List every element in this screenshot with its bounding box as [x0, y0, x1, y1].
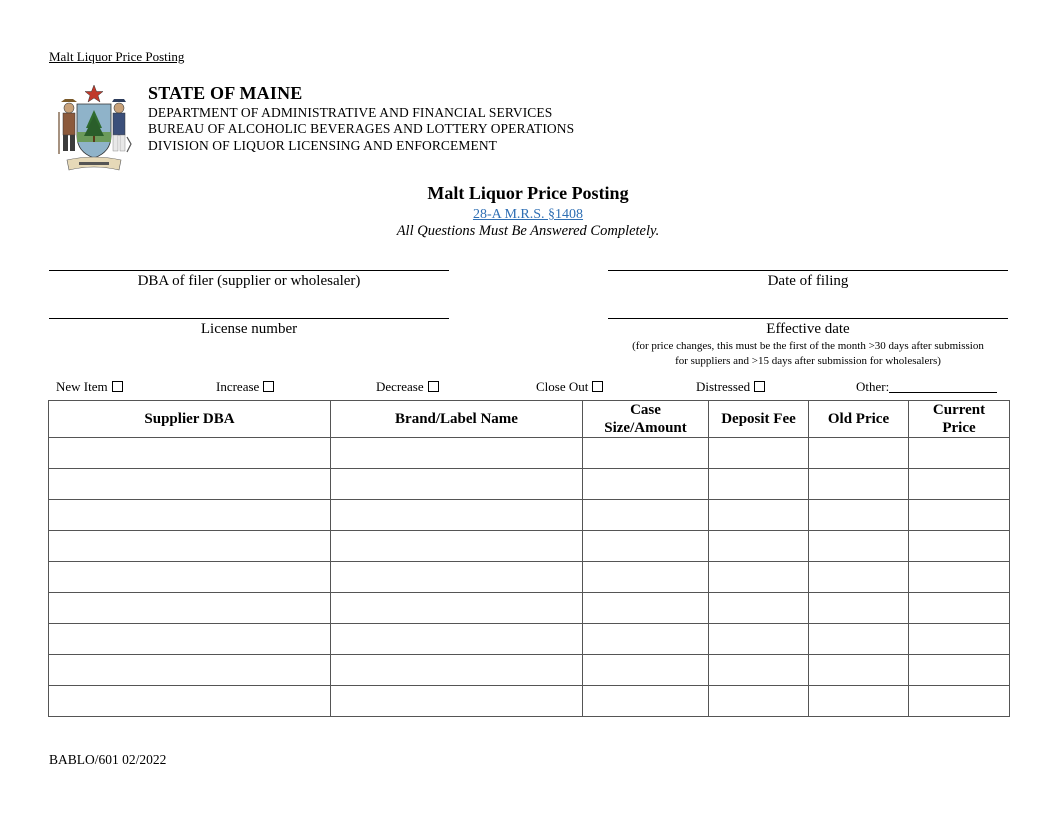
dba-input-line[interactable] [49, 270, 449, 271]
effective-date-note-2: for suppliers and >15 days after submission for wholesalers) [675, 355, 941, 367]
cell-case-size[interactable] [583, 531, 709, 562]
cell-supplier-dba[interactable] [49, 438, 331, 469]
cell-case-size[interactable] [583, 593, 709, 624]
table-row [49, 469, 1010, 500]
cell-case-size[interactable] [583, 469, 709, 500]
header-current-price [909, 401, 1010, 438]
agency-state-title: STATE OF MAINE [148, 83, 303, 103]
cell-case-size[interactable] [583, 500, 709, 531]
cell-supplier-dba[interactable] [49, 531, 331, 562]
cell-old-price[interactable] [809, 624, 909, 655]
header-case-size-line1: Case [630, 402, 661, 418]
increase-label: Increase [216, 379, 260, 394]
statute-link[interactable]: 28-A M.R.S. §1408 [472, 207, 584, 222]
table-row [49, 438, 1010, 469]
new-item-checkbox[interactable] [112, 381, 123, 392]
cell-brand-label-name[interactable] [331, 593, 583, 624]
dba-field[interactable] [49, 270, 449, 290]
cell-deposit-fee[interactable] [709, 438, 809, 469]
cell-supplier-dba[interactable] [49, 562, 331, 593]
cell-deposit-fee[interactable] [709, 655, 809, 686]
new-item-option[interactable] [56, 379, 123, 395]
form-header-label: Malt Liquor Price Posting [49, 49, 185, 64]
distressed-checkbox[interactable] [754, 381, 765, 392]
close-out-option[interactable] [536, 379, 603, 395]
cell-brand-label-name[interactable] [331, 438, 583, 469]
cell-supplier-dba[interactable] [49, 469, 331, 500]
cell-current-price[interactable] [909, 562, 1010, 593]
cell-old-price[interactable] [809, 469, 909, 500]
decrease-option[interactable] [376, 379, 439, 395]
cell-brand-label-name[interactable] [331, 562, 583, 593]
cell-old-price[interactable] [809, 655, 909, 686]
price-posting-table [48, 400, 1010, 717]
header-current-price-line2: Price [942, 420, 976, 436]
table-row [49, 531, 1010, 562]
cell-case-size[interactable] [583, 686, 709, 717]
license-number-input-line[interactable] [49, 318, 449, 319]
distressed-option[interactable] [696, 379, 765, 395]
cell-supplier-dba[interactable] [49, 655, 331, 686]
cell-case-size[interactable] [583, 562, 709, 593]
cell-old-price[interactable] [809, 500, 909, 531]
cell-current-price[interactable] [909, 531, 1010, 562]
table-header-row [49, 401, 1010, 438]
cell-old-price[interactable] [809, 531, 909, 562]
distressed-label: Distressed [696, 379, 751, 394]
cell-supplier-dba[interactable] [49, 624, 331, 655]
cell-case-size[interactable] [583, 655, 709, 686]
header-deposit-fee: Deposit Fee [709, 401, 809, 438]
decrease-label: Decrease [376, 379, 424, 394]
decrease-checkbox[interactable] [428, 381, 439, 392]
cell-current-price[interactable] [909, 624, 1010, 655]
license-number-field[interactable] [49, 318, 449, 338]
license-number-label: License number [200, 321, 298, 337]
other-input-line[interactable] [889, 380, 997, 393]
effective-date-note-1: (for price changes, this must be the first of the month >30 days after submission [632, 340, 984, 352]
header-case-size [583, 401, 709, 438]
form-title: Malt Liquor Price Posting [427, 183, 629, 203]
state-of-maine-seal-icon [53, 82, 135, 174]
bureau-line: BUREAU OF ALCOHOLIC BEVERAGES AND LOTTERY OPERATIONS [148, 121, 575, 136]
table-row [49, 655, 1010, 686]
cell-brand-label-name[interactable] [331, 686, 583, 717]
other-option[interactable] [856, 379, 997, 395]
table-row [49, 624, 1010, 655]
cell-old-price[interactable] [809, 593, 909, 624]
cell-deposit-fee[interactable] [709, 686, 809, 717]
table-row [49, 593, 1010, 624]
cell-deposit-fee[interactable] [709, 531, 809, 562]
increase-option[interactable] [216, 379, 274, 395]
cell-old-price[interactable] [809, 438, 909, 469]
cell-current-price[interactable] [909, 593, 1010, 624]
cell-old-price[interactable] [809, 686, 909, 717]
form-instruction: All Questions Must Be Answered Completely. [396, 223, 660, 239]
new-item-label: New Item [56, 379, 108, 394]
cell-current-price[interactable] [909, 686, 1010, 717]
cell-brand-label-name[interactable] [331, 500, 583, 531]
cell-brand-label-name[interactable] [331, 531, 583, 562]
cell-deposit-fee[interactable] [709, 593, 809, 624]
header-current-price-line1: Current [932, 402, 986, 418]
effective-date-input-line[interactable] [608, 318, 1008, 319]
cell-deposit-fee[interactable] [709, 624, 809, 655]
cell-deposit-fee[interactable] [709, 469, 809, 500]
cell-current-price[interactable] [909, 500, 1010, 531]
cell-supplier-dba[interactable] [49, 500, 331, 531]
date-of-filing-label: Date of filing [767, 273, 849, 289]
header-old-price: Old Price [809, 401, 909, 438]
cell-current-price[interactable] [909, 438, 1010, 469]
cell-deposit-fee[interactable] [709, 500, 809, 531]
increase-checkbox[interactable] [263, 381, 274, 392]
dba-label: DBA of filer (supplier or wholesaler) [137, 273, 361, 289]
effective-date-label: Effective date [766, 321, 850, 337]
other-label: Other: [856, 379, 890, 394]
header-supplier-dba: Supplier DBA [49, 401, 331, 438]
cell-deposit-fee[interactable] [709, 562, 809, 593]
header-brand-label-name: Brand/Label Name [331, 401, 583, 438]
close-out-label: Close Out [536, 379, 589, 394]
cell-supplier-dba[interactable] [49, 686, 331, 717]
cell-brand-label-name[interactable] [331, 655, 583, 686]
table-row [49, 562, 1010, 593]
cell-supplier-dba[interactable] [49, 593, 331, 624]
form-number-footer: BABLO/601 02/2022 [49, 752, 167, 767]
price-table-body [49, 438, 1010, 717]
close-out-checkbox[interactable] [592, 381, 603, 392]
effective-date-field[interactable] [608, 318, 1008, 368]
table-row [49, 686, 1010, 717]
header-case-size-line2: Size/Amount [604, 420, 687, 436]
cell-brand-label-name[interactable] [331, 469, 583, 500]
date-of-filing-field[interactable] [608, 270, 1008, 290]
cell-old-price[interactable] [809, 562, 909, 593]
table-row [49, 500, 1010, 531]
cell-current-price[interactable] [909, 469, 1010, 500]
cell-case-size[interactable] [583, 624, 709, 655]
department-line: DEPARTMENT OF ADMINISTRATIVE AND FINANCIAL SERVICES [148, 105, 553, 120]
cell-case-size[interactable] [583, 438, 709, 469]
date-of-filing-input-line[interactable] [608, 270, 1008, 271]
division-line: DIVISION OF LIQUOR LICENSING AND ENFORCEMENT [148, 138, 498, 153]
cell-brand-label-name[interactable] [331, 624, 583, 655]
cell-current-price[interactable] [909, 655, 1010, 686]
